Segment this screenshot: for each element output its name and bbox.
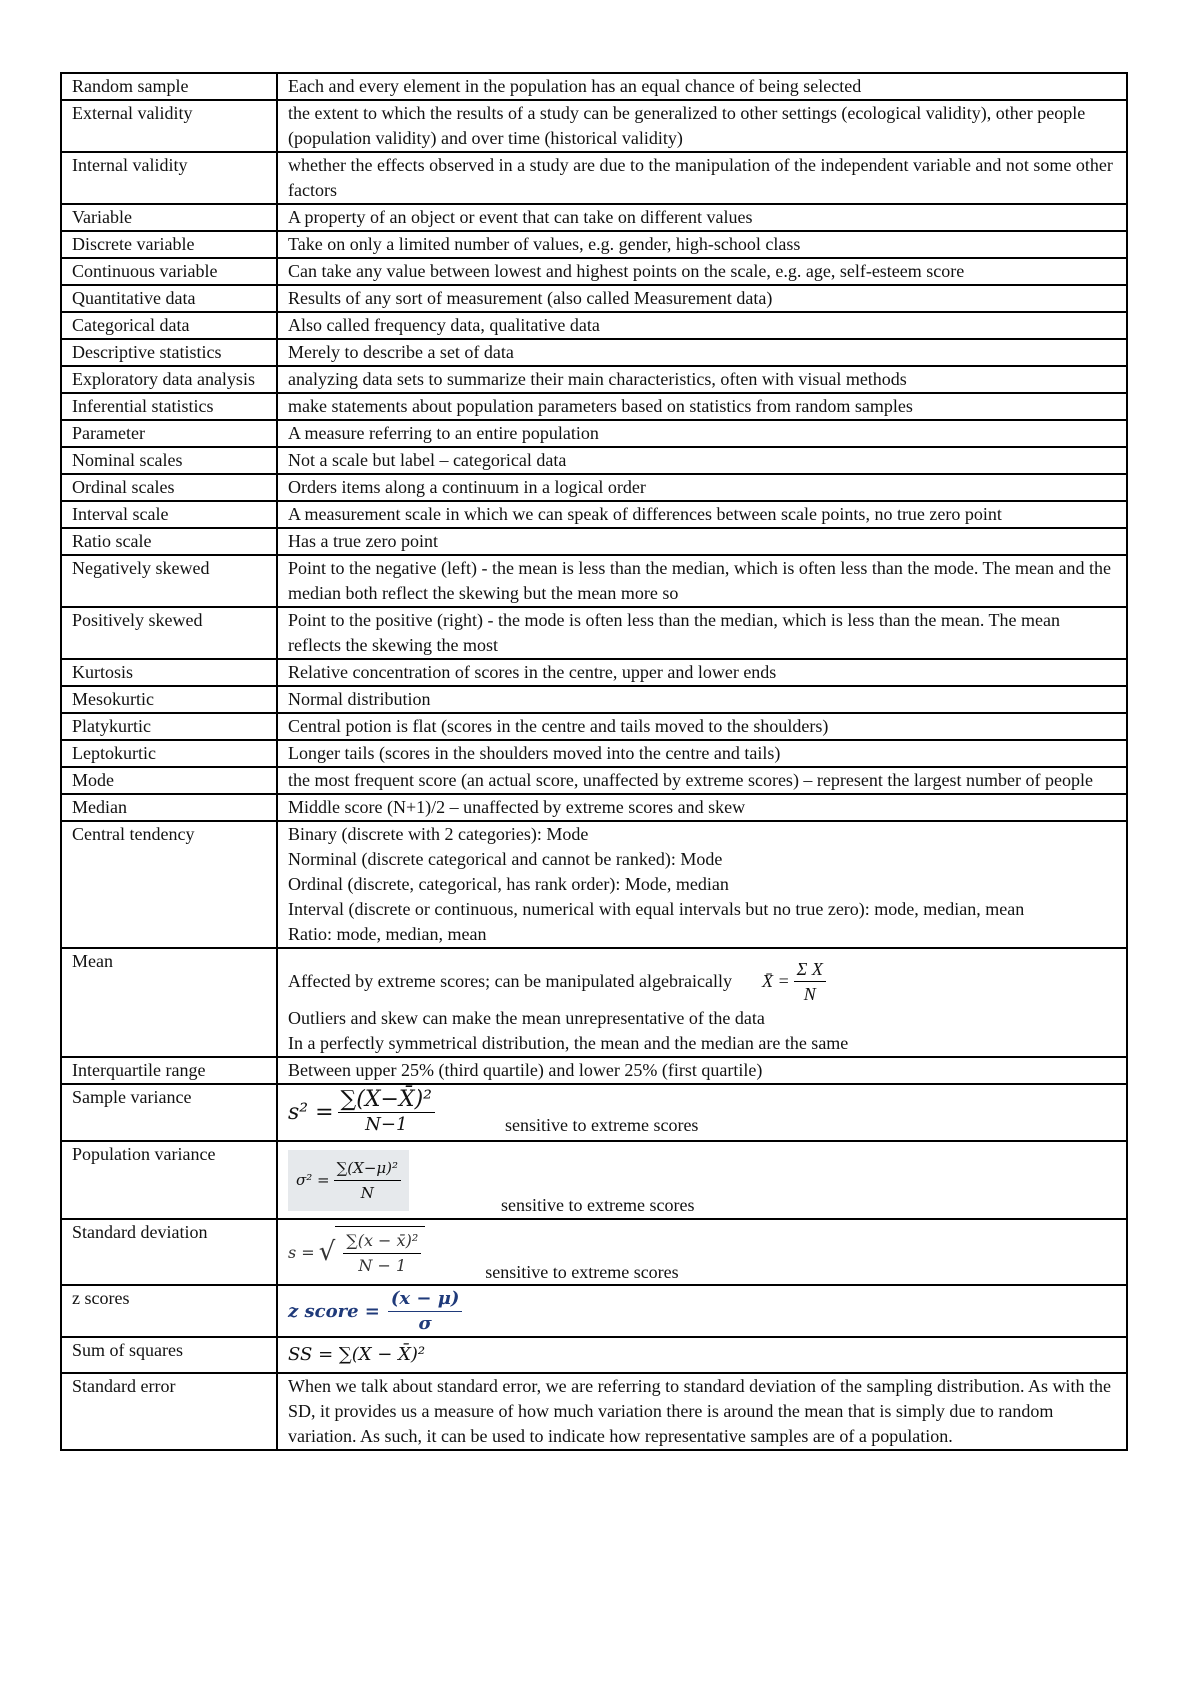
z-score-numerator: (x − μ) (388, 1287, 463, 1312)
mean-line-2: Outliers and skew can make the mean unrepresentative of the data (288, 1008, 765, 1028)
sample-variance-denominator: N−1 (365, 1114, 408, 1135)
table-row (61, 686, 1127, 713)
standard-deviation-denominator: N − 1 (358, 1256, 407, 1275)
term-cell: Leptokurtic (61, 740, 277, 767)
definition-cell (277, 1285, 1127, 1337)
table-row (61, 767, 1127, 794)
term-cell: Inferential statistics (61, 393, 277, 420)
term-cell: Standard deviation (61, 1219, 277, 1285)
term-cell: Negatively skewed (61, 555, 277, 607)
definition-cell: Can take any value between lowest and highest points on the scale, e.g. age, self-esteem score (277, 258, 1127, 285)
table-row (61, 607, 1127, 659)
definition-cell (277, 1141, 1127, 1219)
term-cell: Parameter (61, 420, 277, 447)
sqrt-icon: √ (318, 1236, 336, 1267)
glossary-table (60, 72, 1128, 1451)
definition-cell: A property of an object or event that can take on different values (277, 204, 1127, 231)
population-variance-denominator: N (360, 1183, 374, 1202)
sample-variance-content (288, 1085, 1116, 1140)
definition-cell: Normal distribution (277, 686, 1127, 713)
sample-variance-fraction (338, 1088, 435, 1137)
population-variance-formula (288, 1150, 409, 1211)
definition-cell: Results of any sort of measurement (also called Measurement data) (277, 285, 1127, 312)
table-row (61, 204, 1127, 231)
term-cell: Central tendency (61, 821, 277, 948)
definition-cell: Merely to describe a set of data (277, 339, 1127, 366)
standard-deviation-note: sensitive to extreme scores (485, 1261, 679, 1282)
sample-variance-note: sensitive to extreme scores (505, 1115, 699, 1135)
table-row (61, 152, 1127, 204)
term-cell: Categorical data (61, 312, 277, 339)
central-tendency-line: Binary (discrete with 2 categories): Mode (288, 824, 589, 844)
definition-cell: Point to the positive (right) - the mode is often less than the median, which is less than the mean. The mean reflects the skewing the most (277, 607, 1127, 659)
table-row (61, 740, 1127, 767)
table-row (61, 555, 1127, 607)
table-row (61, 659, 1127, 686)
definition-cell (277, 1084, 1127, 1141)
term-cell: Mean (61, 948, 277, 1057)
definition-cell: Has a true zero point (277, 528, 1127, 555)
definition-cell: the extent to which the results of a study can be generalized to other settings (ecological validity), other people (population validity) and over time (historical validity) (277, 100, 1127, 152)
definition-cell: Each and every element in the population has an equal chance of being selected (277, 73, 1127, 100)
standard-deviation-formula (288, 1226, 425, 1278)
definition-cell: Between upper 25% (third quartile) and lower 25% (first quartile) (277, 1057, 1127, 1084)
table-row (61, 231, 1127, 258)
term-cell: Mode (61, 767, 277, 794)
definition-cell: Relative concentration of scores in the centre, upper and lower ends (277, 659, 1127, 686)
population-variance-fraction (334, 1156, 401, 1205)
definition-cell: whether the effects observed in a study are due to the manipulation of the independent variable and not some other factors (277, 152, 1127, 204)
definition-cell (277, 1219, 1127, 1285)
standard-deviation-numerator: ∑(x − x̄)² (343, 1229, 421, 1254)
central-tendency-line: Interval (discrete or continuous, numerical with equal intervals but no true zero): mode, median, mean (288, 899, 1025, 919)
table-row (61, 474, 1127, 501)
definition-cell: Take on only a limited number of values, e.g. gender, high-school class (277, 231, 1127, 258)
glossary-sheet (60, 72, 1126, 1451)
term-cell: Interquartile range (61, 1057, 277, 1084)
population-variance-note: sensitive to extreme scores (501, 1194, 695, 1215)
mean-formula-numerator: Σ X (794, 957, 826, 982)
sample-variance-numerator: ∑(X−X̄)² (338, 1088, 435, 1113)
mean-line-with-formula (288, 957, 1116, 1006)
table-row (61, 366, 1127, 393)
definition-cell (277, 1337, 1127, 1373)
table-row-sum-of-squares (61, 1337, 1127, 1373)
mean-formula-fraction (794, 957, 826, 1006)
table-row-standard-deviation (61, 1219, 1127, 1285)
table-row-mean (61, 948, 1127, 1057)
definition-cell (277, 821, 1127, 948)
definition-cell: Longer tails (scores in the shoulders moved into the centre and tails) (277, 740, 1127, 767)
table-row-standard-error (61, 1373, 1127, 1450)
term-cell: Discrete variable (61, 231, 277, 258)
population-variance-lhs: σ² = (296, 1170, 330, 1189)
mean-formula (762, 957, 826, 1006)
table-row (61, 713, 1127, 740)
definition-cell: Point to the negative (left) - the mean is less than the median, which is often less than the mode. The mean and the median both reflect the skewing but the mean more so (277, 555, 1127, 607)
mean-line-1: Affected by extreme scores; can be manipulated algebraically (288, 971, 732, 991)
table-row (61, 312, 1127, 339)
sample-variance-formula (288, 1088, 435, 1137)
term-cell: Descriptive statistics (61, 339, 277, 366)
term-cell: Internal validity (61, 152, 277, 204)
central-tendency-line: Norminal (discrete categorical and cannot be ranked): Mode (288, 849, 723, 869)
term-cell: Population variance (61, 1141, 277, 1219)
definition-cell: Also called frequency data, qualitative data (277, 312, 1127, 339)
population-variance-numerator: ∑(X−μ)² (334, 1156, 401, 1181)
standard-deviation-lhs: s = (288, 1242, 315, 1262)
table-row-iqr (61, 1057, 1127, 1084)
term-cell: Nominal scales (61, 447, 277, 474)
term-cell: Interval scale (61, 501, 277, 528)
table-row (61, 447, 1127, 474)
mean-line-3: In a perfectly symmetrical distribution, the mean and the median are the same (288, 1033, 849, 1053)
term-cell: Standard error (61, 1373, 277, 1450)
term-cell: Variable (61, 204, 277, 231)
sample-variance-lhs: s² = (288, 1100, 334, 1125)
definition-cell: Not a scale but label – categorical data (277, 447, 1127, 474)
definition-cell: Central potion is flat (scores in the centre and tails moved to the shoulders) (277, 713, 1127, 740)
term-cell: External validity (61, 100, 277, 152)
table-row-sample-variance (61, 1084, 1127, 1141)
table-row (61, 100, 1127, 152)
table-row (61, 393, 1127, 420)
table-row (61, 285, 1127, 312)
mean-formula-denominator: N (803, 984, 816, 1004)
definition-cell (277, 948, 1127, 1057)
standard-deviation-radicand (335, 1226, 425, 1278)
definition-cell: Orders items along a continuum in a logical order (277, 474, 1127, 501)
mean-formula-lhs: X̄ = (761, 971, 790, 991)
definition-cell: the most frequent score (an actual score, unaffected by extreme scores) – represent the largest number of people (277, 767, 1127, 794)
term-cell: Sum of squares (61, 1337, 277, 1373)
table-row-z-scores (61, 1285, 1127, 1337)
z-score-content (288, 1286, 1116, 1336)
term-cell: Kurtosis (61, 659, 277, 686)
table-row (61, 73, 1127, 100)
term-cell: Exploratory data analysis (61, 366, 277, 393)
table-row (61, 528, 1127, 555)
z-score-denominator: σ (418, 1312, 432, 1334)
population-variance-content (288, 1142, 1116, 1218)
definition-cell: analyzing data sets to summarize their main characteristics, often with visual methods (277, 366, 1127, 393)
glossary-body (61, 73, 1127, 1450)
term-cell: Positively skewed (61, 607, 277, 659)
definition-cell: Middle score (N+1)/2 – unaffected by extreme scores and skew (277, 794, 1127, 821)
definition-cell: A measure referring to an entire population (277, 420, 1127, 447)
table-row-population-variance (61, 1141, 1127, 1219)
definition-cell: make statements about population parameters based on statistics from random samples (277, 393, 1127, 420)
z-score-formula (288, 1287, 462, 1336)
table-row (61, 420, 1127, 447)
table-row (61, 501, 1127, 528)
standard-deviation-fraction (343, 1229, 421, 1278)
z-score-fraction (388, 1287, 463, 1336)
term-cell: Quantitative data (61, 285, 277, 312)
standard-deviation-content (288, 1220, 1116, 1284)
central-tendency-line: Ordinal (discrete, categorical, has rank order): Mode, median (288, 874, 729, 894)
table-row (61, 339, 1127, 366)
table-row (61, 258, 1127, 285)
term-cell: Median (61, 794, 277, 821)
term-cell: z scores (61, 1285, 277, 1337)
sum-of-squares-formula: SS = ∑(X − X̄)² (288, 1344, 426, 1365)
term-cell: Ratio scale (61, 528, 277, 555)
z-score-lhs: z score = (288, 1300, 380, 1322)
term-cell: Platykurtic (61, 713, 277, 740)
term-cell: Mesokurtic (61, 686, 277, 713)
term-cell: Sample variance (61, 1084, 277, 1141)
term-cell: Random sample (61, 73, 277, 100)
table-row-central-tendency (61, 821, 1127, 948)
term-cell: Continuous variable (61, 258, 277, 285)
definition-cell: When we talk about standard error, we are referring to standard deviation of the sampling distribution. As with the SD, it provides us a measure of how much variation there is around the mean that is simply due to random variation. As such, it can be used to indicate how representative samples are of a population. (277, 1373, 1127, 1450)
definition-cell: A measurement scale in which we can speak of differences between scale points, no true zero point (277, 501, 1127, 528)
term-cell: Ordinal scales (61, 474, 277, 501)
central-tendency-line: Ratio: mode, median, mean (288, 924, 487, 944)
table-row (61, 794, 1127, 821)
